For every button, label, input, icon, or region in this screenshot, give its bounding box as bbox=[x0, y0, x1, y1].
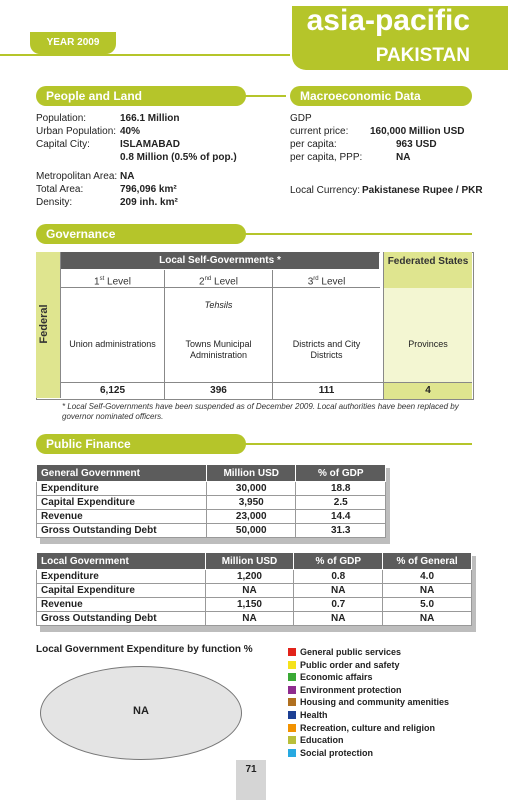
table-cell: NA bbox=[383, 612, 472, 626]
gdp-ppp-value: NA bbox=[396, 152, 411, 163]
table-cell: NA bbox=[205, 612, 294, 626]
local-government-table bbox=[36, 552, 472, 626]
legend-swatch bbox=[288, 673, 296, 681]
general-government-table bbox=[36, 464, 386, 538]
federated-unit: Provinces bbox=[408, 339, 448, 349]
table-row bbox=[37, 496, 386, 510]
gdp-ppp-label: per capita, PPP: bbox=[290, 152, 363, 163]
section-people-and-land: People and Land bbox=[36, 86, 246, 106]
expenditure-chart-title: Local Government Expenditure by function % bbox=[36, 644, 253, 655]
gdp-current-value: 160,000 Million USD bbox=[370, 126, 465, 137]
legend-label: Housing and community amenities bbox=[300, 697, 450, 708]
table-row bbox=[37, 570, 472, 584]
legend-swatch bbox=[288, 749, 296, 757]
federal-label: Federal bbox=[38, 304, 50, 344]
row-label: Revenue bbox=[37, 598, 206, 612]
federal-column bbox=[36, 252, 61, 398]
table-cell: NA bbox=[294, 612, 383, 626]
people-label: Total Area: bbox=[36, 184, 84, 195]
table-row bbox=[37, 612, 472, 626]
local-self-governments-header: Local Self-Governments * bbox=[61, 252, 379, 269]
table-cell: 0.7 bbox=[294, 598, 383, 612]
legend-label: General public services bbox=[300, 647, 402, 657]
section-macroeconomic-data: Macroeconomic Data bbox=[290, 86, 472, 106]
table-header: % of GDP bbox=[294, 553, 383, 570]
table-header: Local Government bbox=[37, 553, 206, 570]
governance-footnote: * Local Self-Governments have been suspended as of December 2009. Local authorities have been replaced by governor nominated officers. bbox=[62, 402, 459, 421]
table-cell: 23,000 bbox=[206, 510, 296, 524]
expenditure-legend bbox=[288, 646, 449, 759]
legend-swatch bbox=[288, 698, 296, 706]
legend-item bbox=[288, 646, 449, 659]
table-header: General Government bbox=[37, 465, 207, 482]
people-label: Population: bbox=[36, 113, 87, 124]
legend-item bbox=[288, 734, 449, 747]
gdp-per-capita-label: per capita: bbox=[290, 139, 337, 150]
legend-item bbox=[288, 684, 449, 697]
legend-swatch bbox=[288, 686, 296, 694]
section-line bbox=[236, 233, 472, 235]
table-cell: NA bbox=[383, 584, 472, 598]
people-value: 0.8 Million (0.5% of pop.) bbox=[120, 152, 237, 163]
column-divider bbox=[164, 270, 165, 399]
level-2-unit: Towns Municipal Administration bbox=[185, 339, 252, 360]
table-cell: 1,200 bbox=[205, 570, 294, 584]
people-value: 209 inh. km² bbox=[120, 197, 178, 208]
row-label: Gross Outstanding Debt bbox=[37, 524, 207, 538]
table-cell: 50,000 bbox=[206, 524, 296, 538]
page-number: 71 bbox=[245, 764, 257, 775]
table-cell: 2.5 bbox=[296, 496, 386, 510]
section-public-finance: Public Finance bbox=[36, 434, 246, 454]
people-value: NA bbox=[120, 171, 135, 182]
row-label: Capital Expenditure bbox=[37, 584, 206, 598]
pie-na-label: NA bbox=[133, 705, 149, 717]
people-value: 796,096 km² bbox=[120, 184, 177, 195]
table-row bbox=[37, 524, 386, 538]
legend-item bbox=[288, 671, 449, 684]
people-value: ISLAMABAD bbox=[120, 139, 180, 150]
row-label: Expenditure bbox=[37, 482, 207, 496]
table-header: % of General bbox=[383, 553, 472, 570]
currency-label: Local Currency: bbox=[290, 185, 361, 196]
fed-cell-bg bbox=[384, 288, 472, 382]
section-governance: Governance bbox=[36, 224, 246, 244]
people-label: Metropolitan Area: bbox=[36, 171, 118, 182]
legend-label: Economic affairs bbox=[300, 672, 373, 683]
gdp-label: GDP bbox=[290, 113, 312, 124]
legend-label: Environment protection bbox=[300, 684, 402, 695]
legend-label: Social protection bbox=[300, 747, 374, 758]
level-3-count: 111 bbox=[318, 385, 335, 396]
legend-item bbox=[288, 747, 449, 760]
legend-item bbox=[288, 659, 449, 672]
table-cell: 14.4 bbox=[296, 510, 386, 524]
people-value: 166.1 Million bbox=[120, 113, 180, 124]
table-cell: 1,150 bbox=[205, 598, 294, 612]
table-row bbox=[37, 584, 472, 598]
column-divider bbox=[272, 270, 273, 399]
gdp-per-capita-value: 963 USD bbox=[396, 139, 437, 150]
table-cell: 5.0 bbox=[383, 598, 472, 612]
legend-label: Public order and safety bbox=[300, 659, 400, 670]
people-value: 40% bbox=[120, 126, 141, 137]
country-title: PAKISTAN bbox=[375, 45, 470, 66]
people-label: Density: bbox=[36, 197, 73, 208]
legend-item bbox=[288, 709, 449, 722]
legend-swatch bbox=[288, 661, 296, 669]
section-line bbox=[236, 443, 472, 445]
level-2-header: 2nd Level bbox=[199, 276, 238, 288]
tehsils-label: Tehsils bbox=[204, 300, 233, 310]
row-label: Expenditure bbox=[37, 570, 206, 584]
table-row bbox=[37, 482, 386, 496]
level-1-count: 6,125 bbox=[99, 385, 126, 396]
legend-label: Education bbox=[300, 735, 344, 746]
row-label: Gross Outstanding Debt bbox=[37, 612, 206, 626]
legend-item bbox=[288, 696, 449, 709]
table-row bbox=[37, 510, 386, 524]
level-3-unit: Districts and City Districts bbox=[292, 339, 361, 360]
legend-label: Health bbox=[300, 709, 328, 720]
legend-label: Recreation, culture and religion bbox=[300, 722, 436, 733]
table-cell: NA bbox=[205, 584, 294, 598]
people-label: Capital City: bbox=[36, 139, 90, 150]
gdp-current-label: current price: bbox=[290, 126, 349, 137]
level-2-count: 396 bbox=[210, 385, 227, 396]
table-cell: NA bbox=[294, 584, 383, 598]
legend-item bbox=[288, 722, 449, 735]
level-1-unit: Union administrations bbox=[69, 339, 156, 349]
legend-swatch bbox=[288, 648, 296, 656]
level-3-header: 3rd Level bbox=[307, 276, 346, 288]
table-header: Million USD bbox=[205, 553, 294, 570]
table-cell: 4.0 bbox=[383, 570, 472, 584]
year-tab: YEAR 2009 bbox=[30, 32, 116, 54]
row-label: Capital Expenditure bbox=[37, 496, 207, 510]
table-cell: 18.8 bbox=[296, 482, 386, 496]
table-cell: 30,000 bbox=[206, 482, 296, 496]
table-cell: 31.3 bbox=[296, 524, 386, 538]
table-cell: 0.8 bbox=[294, 570, 383, 584]
table-row bbox=[37, 598, 472, 612]
legend-swatch bbox=[288, 736, 296, 744]
legend-swatch bbox=[288, 711, 296, 719]
section-line bbox=[236, 95, 286, 97]
row-divider bbox=[61, 287, 380, 288]
federated-count: 4 bbox=[425, 385, 431, 396]
table-header: % of GDP bbox=[296, 465, 386, 482]
table-cell: 3,950 bbox=[206, 496, 296, 510]
expenditure-pie-placeholder bbox=[40, 666, 242, 760]
level-1-header: 1st Level bbox=[94, 276, 131, 288]
table-header: Million USD bbox=[206, 465, 296, 482]
row-label: Revenue bbox=[37, 510, 207, 524]
legend-swatch bbox=[288, 724, 296, 732]
header-divider bbox=[0, 54, 290, 56]
people-label: Urban Population: bbox=[36, 126, 117, 137]
region-title: asia-pacific bbox=[306, 4, 470, 37]
currency-value: Pakistanese Rupee / PKR bbox=[362, 185, 483, 196]
federated-states-header: Federated States bbox=[383, 252, 472, 288]
